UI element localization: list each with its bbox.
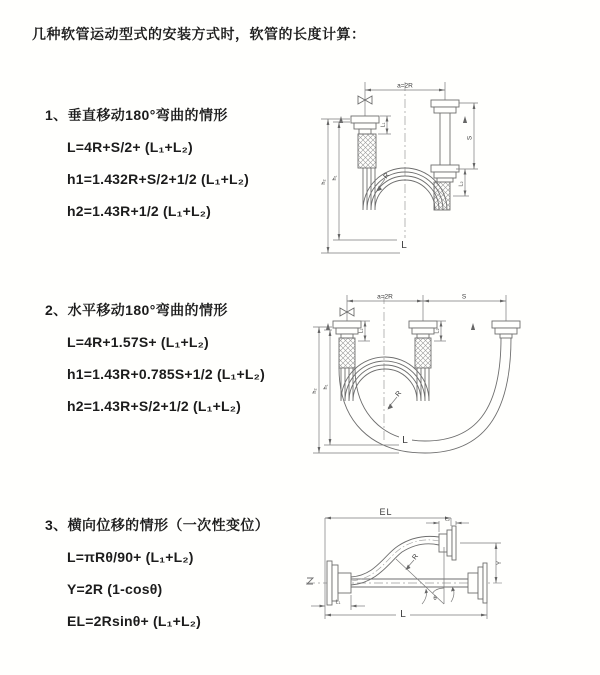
dim-label-h2: h₂	[321, 179, 327, 185]
dim-label-l: L	[401, 240, 407, 251]
dim-label-l: L	[400, 609, 406, 620]
dim-label-s: S	[466, 135, 474, 141]
dimension-el	[325, 518, 451, 619]
diagram-lateral-displacement	[298, 503, 593, 655]
dim-label-r: R	[394, 389, 404, 399]
angle-construction	[396, 547, 454, 604]
dim-label-a2r: a=2R	[377, 293, 393, 301]
formula-line: h2=1.43R+S/2+1/2 (L₁+L₂)	[67, 398, 242, 414]
dimension-s	[453, 103, 478, 196]
dim-label-r: R	[382, 171, 392, 181]
formula-line: h1=1.432R+S/2+1/2 (L₁+L₂)	[67, 171, 249, 187]
formula-line: h1=1.43R+0.785S+1/2 (L₁+L₂)	[67, 366, 265, 382]
dim-label-l2: L₂	[434, 328, 441, 334]
section-heading: 1、垂直移动180°弯曲的情形	[45, 107, 228, 123]
left-flange	[333, 321, 361, 368]
page-title: 几种软管运动型式的安装方式时，软管的长度计算：	[32, 26, 366, 42]
dim-label-h1: h₁	[332, 175, 338, 181]
section-heading: 3、横向位移的情形（一次性变位）	[45, 517, 270, 533]
diagram-horizontal-180-bend	[303, 283, 548, 455]
right-flange	[468, 563, 487, 603]
diagram-vertical-180-bend	[308, 70, 508, 265]
movement-arrow-icon	[463, 116, 467, 123]
section-heading: 2、水平移动180°弯曲的情形	[45, 302, 228, 318]
formula-line: L=πRθ/90+ (L₁+L₂)	[67, 549, 194, 565]
dim-label-l1: L₁	[380, 122, 387, 128]
movement-arrow-icon	[471, 323, 475, 330]
formula-line: h2=1.43R+1/2 (L₁+L₂)	[67, 203, 212, 219]
dim-label-r: R	[411, 553, 421, 562]
right-flange-moved	[492, 321, 520, 338]
left-flange	[351, 116, 379, 168]
dim-label-theta: θ	[433, 596, 437, 602]
dim-label-s: S	[461, 293, 467, 301]
formula-line: L=4R+1.57S+ (L₁+L₂)	[67, 334, 209, 350]
dim-label-l1: L₁	[358, 328, 365, 334]
dim-label-l2: L₂	[458, 181, 465, 187]
left-flange	[327, 561, 351, 605]
dim-label-h2: h₂	[312, 388, 318, 394]
movement-arrow-icon	[326, 323, 330, 330]
formula-line: L=4R+S/2+ (L₁+L₂)	[67, 139, 193, 155]
dim-label-l2: L₂	[445, 516, 450, 523]
dim-label-el: EL	[379, 507, 393, 517]
section-vertical-180	[45, 105, 315, 221]
dim-label-l1: L₁	[335, 599, 341, 606]
dim-label-a2r: a=2R	[397, 82, 413, 90]
dimension-a2r-s	[347, 295, 506, 321]
dim-label-l: L	[402, 435, 408, 446]
section-lateral-displacement	[45, 515, 315, 631]
hose-s-curve	[351, 536, 439, 585]
section-horizontal-180	[45, 300, 315, 416]
upper-flange	[439, 526, 456, 560]
formula-line: Y=2R (1-cosθ)	[67, 581, 163, 597]
dim-label-h1: h₁	[323, 384, 329, 390]
middle-flange	[409, 321, 437, 368]
dim-label-y: Y	[497, 560, 503, 566]
formula-line: EL=2Rsinθ+ (L₁+L₂)	[67, 613, 202, 629]
